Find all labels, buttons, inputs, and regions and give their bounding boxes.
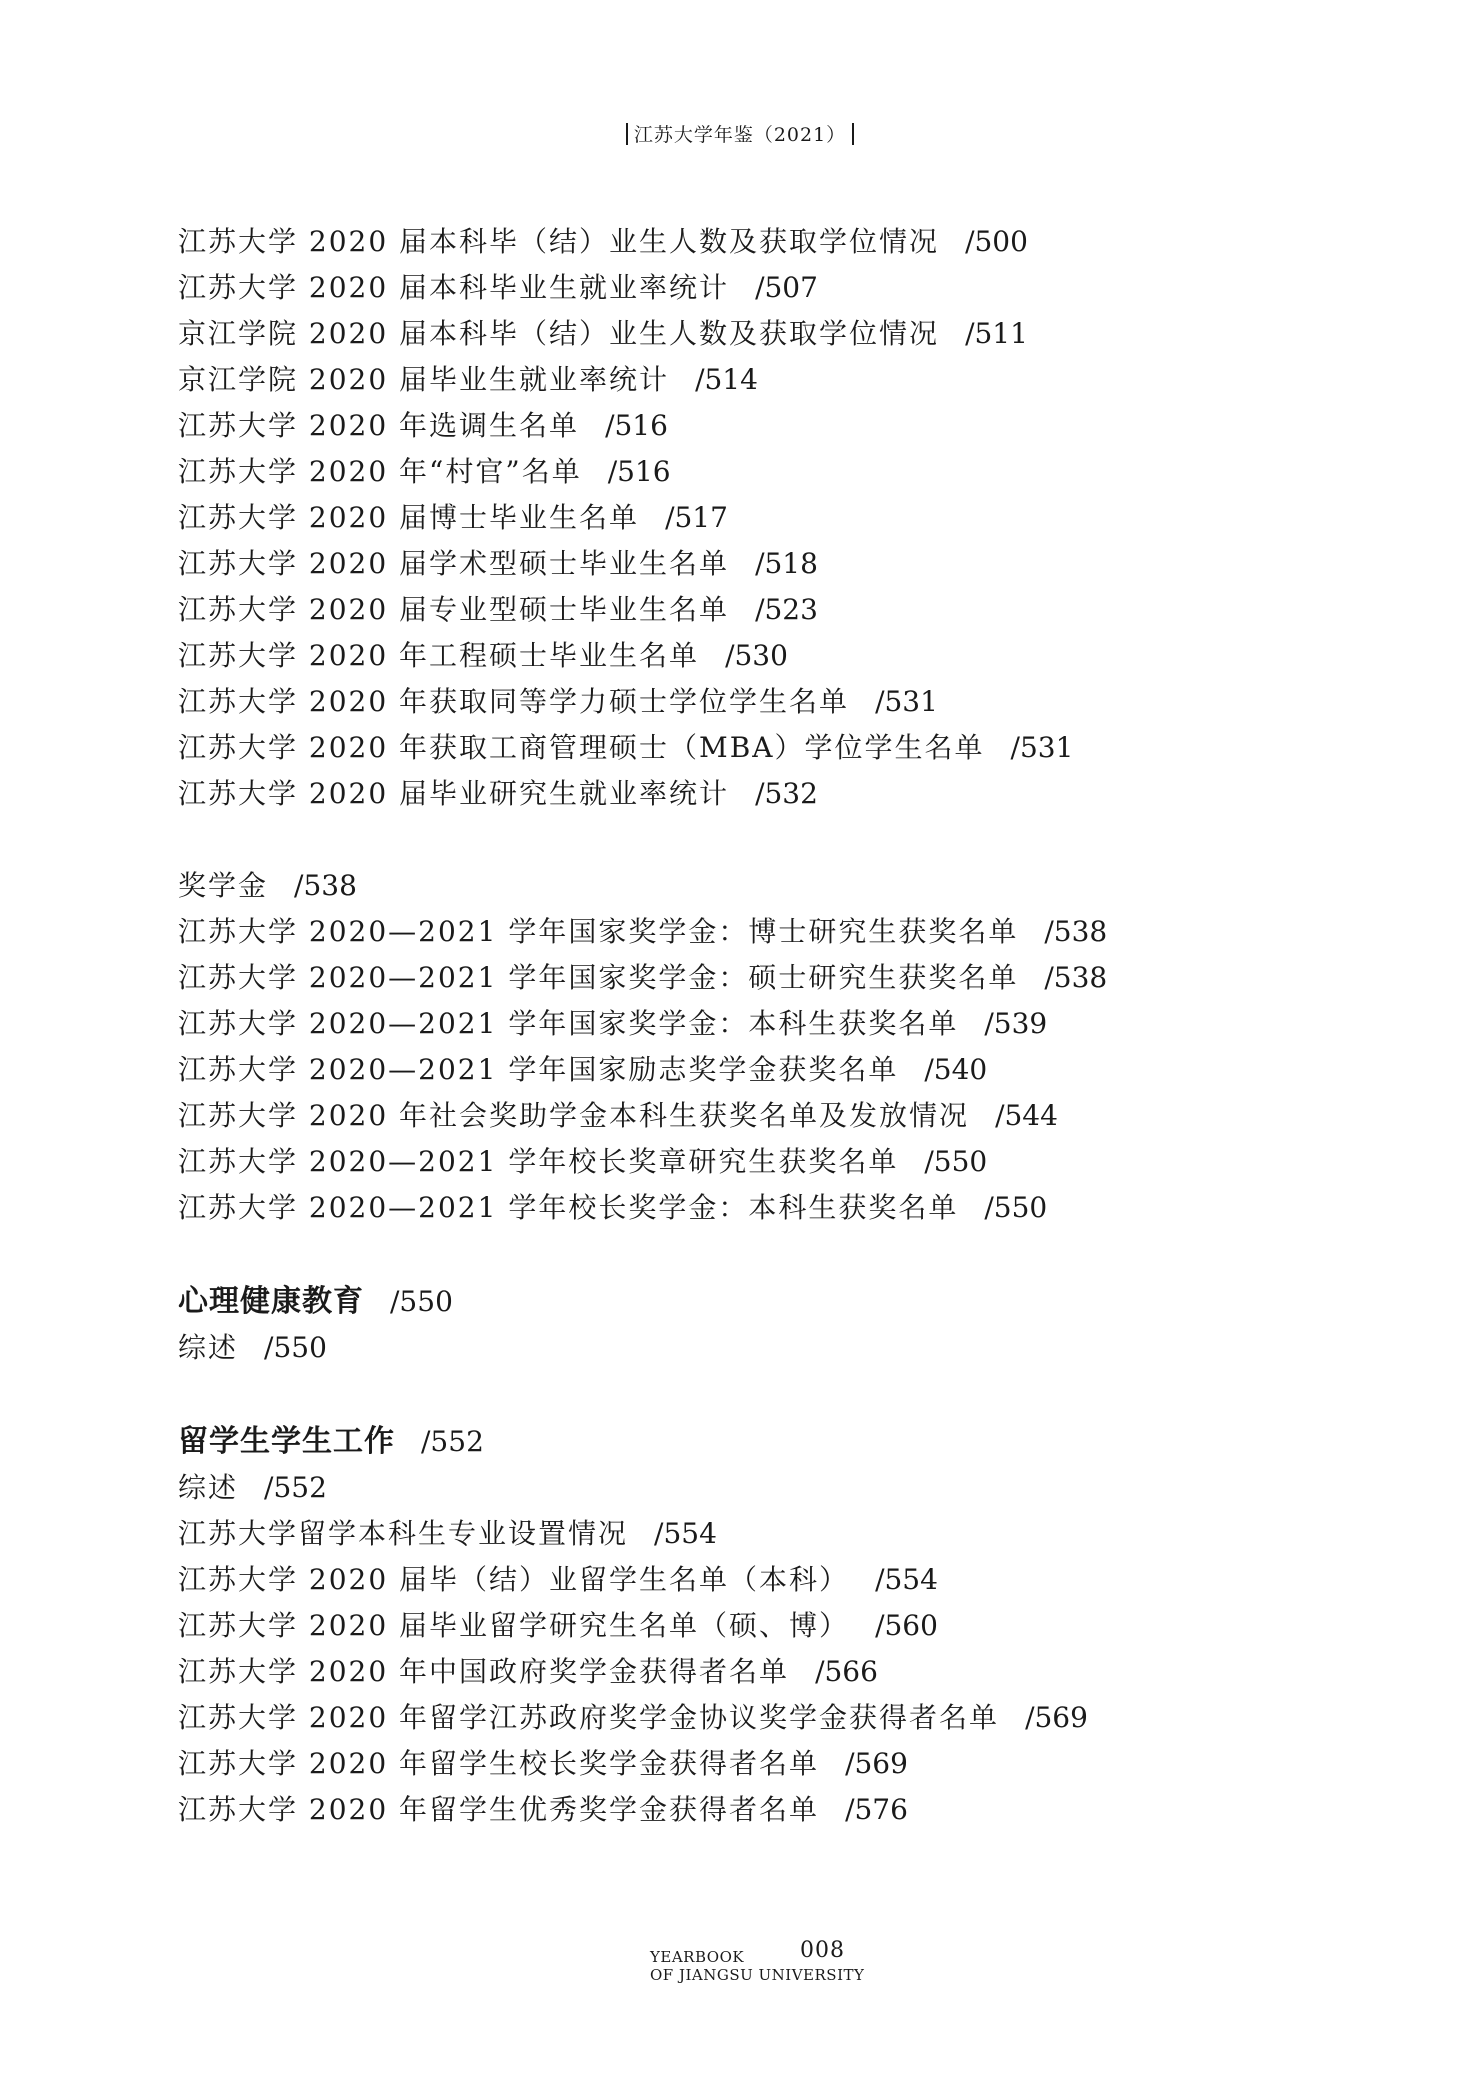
toc-entry[interactable]: 江苏大学 2020 年“村官”名单 /516: [178, 455, 671, 488]
toc-entry[interactable]: 京江学院 2020 届本科毕（结）业生人数及获取学位情况 /511: [178, 317, 1028, 350]
toc-entry[interactable]: 江苏大学 2020 年选调生名单 /516: [178, 409, 668, 442]
toc-heading-international-students[interactable]: 留学生学生工作 /552: [178, 1424, 484, 1459]
toc-entry[interactable]: 江苏大学 2020 届毕业留学研究生名单（硕、博） /560: [178, 1609, 938, 1642]
toc-entry[interactable]: 江苏大学 2020—2021 学年校长奖章研究生获奖名单 /550: [178, 1145, 988, 1178]
page-number: 008: [800, 1938, 845, 1963]
toc-entry[interactable]: 江苏大学留学本科生专业设置情况 /554: [178, 1517, 717, 1550]
header-left-rule: [626, 123, 628, 145]
toc-entry[interactable]: 江苏大学 2020 届本科毕业生就业率统计 /507: [178, 271, 818, 304]
toc-entry[interactable]: 京江学院 2020 届毕业生就业率统计 /514: [178, 363, 758, 396]
toc-entry[interactable]: 综述 /550: [178, 1331, 327, 1364]
toc-entry[interactable]: 江苏大学 2020 年留学生优秀奖学金获得者名单 /576: [178, 1793, 908, 1826]
toc-entry[interactable]: 江苏大学 2020 年获取同等学力硕士学位学生名单 /531: [178, 685, 938, 718]
toc-entry[interactable]: 江苏大学 2020—2021 学年国家奖学金：博士研究生获奖名单 /538: [178, 915, 1108, 948]
toc-entry[interactable]: 江苏大学 2020 年中国政府奖学金获得者名单 /566: [178, 1655, 878, 1688]
toc-entry[interactable]: 江苏大学 2020 届毕业研究生就业率统计 /532: [178, 777, 818, 810]
toc-entry[interactable]: 江苏大学 2020 届学术型硕士毕业生名单 /518: [178, 547, 818, 580]
toc-entry[interactable]: 江苏大学 2020—2021 学年国家奖学金：本科生获奖名单 /539: [178, 1007, 1048, 1040]
toc-entry[interactable]: 江苏大学 2020—2021 学年国家励志奖学金获奖名单 /540: [178, 1053, 988, 1086]
toc-entry[interactable]: 江苏大学 2020 年留学江苏政府奖学金协议奖学金获得者名单 /569: [178, 1701, 1088, 1734]
footer-yearbook-label: YEARBOOK: [650, 1948, 745, 1966]
toc-entry[interactable]: 江苏大学 2020 年工程硕士毕业生名单 /530: [178, 639, 788, 672]
toc-entry[interactable]: 江苏大学 2020—2021 学年校长奖学金：本科生获奖名单 /550: [178, 1191, 1048, 1224]
toc-entry[interactable]: 江苏大学 2020 届博士毕业生名单 /517: [178, 501, 728, 534]
header-right-rule: [852, 123, 854, 145]
toc-heading-mental-health[interactable]: 心理健康教育 /550: [178, 1284, 453, 1319]
toc-entry[interactable]: 江苏大学 2020—2021 学年国家奖学金：硕士研究生获奖名单 /538: [178, 961, 1108, 994]
toc-entry[interactable]: 江苏大学 2020 年获取工商管理硕士（MBA）学位学生名单 /531: [178, 731, 1074, 764]
running-header: [0, 120, 1480, 147]
toc-entry[interactable]: 江苏大学 2020 年留学生校长奖学金获得者名单 /569: [178, 1747, 908, 1780]
footer-university-label: OF JIANGSU UNIVERSITY: [650, 1966, 865, 1984]
header-title: 江苏大学年鉴（2021）: [633, 124, 847, 146]
toc-section-scholarship[interactable]: 奖学金 /538: [178, 869, 357, 902]
toc-entry[interactable]: 江苏大学 2020 届本科毕（结）业生人数及获取学位情况 /500: [178, 225, 1028, 258]
toc-entry[interactable]: 江苏大学 2020 年社会奖助学金本科生获奖名单及发放情况 /544: [178, 1099, 1058, 1132]
toc-entry[interactable]: 综述 /552: [178, 1471, 327, 1504]
toc-entry[interactable]: 江苏大学 2020 届专业型硕士毕业生名单 /523: [178, 593, 818, 626]
toc-entry[interactable]: 江苏大学 2020 届毕（结）业留学生名单（本科） /554: [178, 1563, 938, 1596]
page-footer: [650, 1938, 865, 1984]
